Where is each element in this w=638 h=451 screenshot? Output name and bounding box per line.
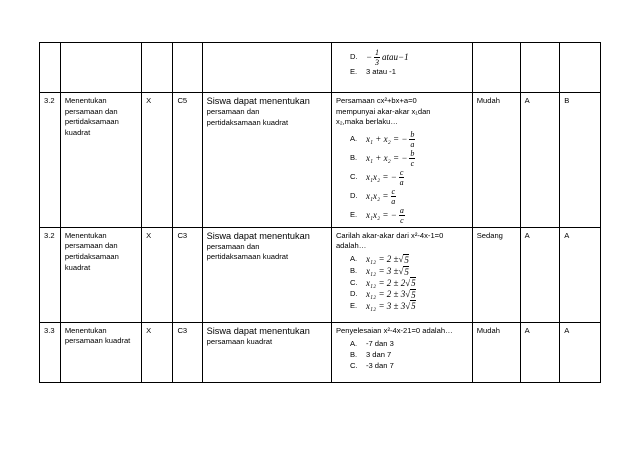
row-number: 3.2 [44,96,55,105]
cell-class [142,322,173,382]
class-mark: X [146,325,152,335]
formula-lhs: x₁x₂ = − [365,171,397,182]
fraction-denominator: a [399,177,404,187]
answer-option [336,48,468,67]
indicator-main: Siswa dapat menentukan [206,230,310,241]
fraction [399,168,405,187]
answer-option [336,338,468,349]
option-letter: B. [349,266,358,276]
formula-lhs: x₁ + x₂ = − [365,152,408,163]
fraction-numerator: a [399,205,404,215]
cell-indicator [202,43,331,93]
answer-option [336,130,468,149]
option-letter: A. [349,254,358,264]
competency-line: persamaan dan [64,241,118,251]
formula-lhs: x₁₂ = 2 ± 2 [365,277,406,288]
formula-lhs: x₁₂ = 2 ± [365,254,399,265]
fraction-denominator: c [410,158,415,168]
class-mark: X [146,230,152,240]
sqrt-sign: √ [398,266,404,277]
formula-lhs: x₁₂ = 2 ± 3 [365,289,406,300]
table-row [40,227,601,322]
sqrt-sign: √ [398,254,404,265]
option-letter: D. [349,52,358,62]
cell-key [520,227,560,322]
answer-option [336,168,468,187]
question-table [39,42,601,383]
option-formula [366,206,407,225]
option-formula [366,254,409,266]
option-formula [366,187,398,206]
option-formula [366,149,417,168]
formula-lhs: x₁ + x₂ = − [365,133,408,144]
cell-number [40,43,61,93]
question-text: Carilah akar-akar dari x²-4x-1=0 [335,230,444,240]
cell-difficulty [472,227,520,322]
option-letter: A. [349,338,358,348]
answer-options [336,48,468,78]
option-formula [366,277,416,289]
cell-competency [60,322,141,382]
answer-option [336,289,468,301]
question-text: mempunyai akar-akar x₁dan [335,106,431,116]
competency-line: Menentukan [64,96,107,105]
cell-competency [60,43,141,93]
answer-option [336,300,468,312]
fraction-denominator: a [391,196,396,206]
option-letter: D. [349,190,358,200]
option-letter: E. [349,67,358,77]
cell-cognitive [173,322,202,382]
cell-question [331,93,472,228]
fraction [409,130,415,149]
formula-lhs: x₁x₂ = [365,190,389,201]
question-text: Penyelesaian x²-4x-21=0 adalah… [335,325,453,335]
option-formula [366,300,416,312]
option-letter: C. [349,277,358,287]
formula-prefix: − [365,52,373,63]
sqrt-radicand: 5 [404,266,409,277]
cell-number [40,227,61,322]
cell-class [142,93,173,228]
option-formula [366,289,416,301]
answer-key: A [524,230,530,240]
competency-line: kuadrat [64,262,91,272]
indicator-line: pertidaksamaan kuadrat [206,117,289,127]
answer-option [336,349,468,360]
cell-indicator [202,93,331,228]
fraction-denominator: 3 [375,58,380,67]
fraction [399,206,405,225]
option-letter: E. [349,300,358,310]
option-formula [366,48,409,67]
sqrt-sign: √ [405,289,411,300]
fraction-denominator: a [410,139,415,149]
answer-key: A [524,325,530,335]
formula-suffix: atau−1 [382,52,409,63]
cell-key-alt [560,322,601,382]
cell-difficulty [472,322,520,382]
cell-key-alt [560,227,601,322]
formula-lhs: x₁₂ = 3 ± [365,266,399,277]
cell-cognitive [173,43,202,93]
option-formula [366,266,409,278]
fraction [409,149,415,168]
cell-indicator [202,227,331,322]
sqrt-radicand: 5 [411,278,416,289]
question-text: x₂,maka berlaku… [335,117,398,127]
answer-option [336,206,468,225]
answer-option [336,266,468,278]
option-letter: B. [349,152,358,162]
answer-option [336,67,468,78]
cell-key [520,43,560,93]
indicator-main: Siswa dapat menentukan [206,325,310,336]
indicator-line: persamaan dan [206,241,260,251]
option-text: -3 dan 7 [365,360,394,370]
difficulty-level: Sedang [476,230,503,240]
answer-options [336,338,468,371]
option-text: 3 atau -1 [365,67,396,77]
fraction-numerator: b [410,148,415,158]
fraction-numerator: c [399,167,404,177]
cell-question [331,43,472,93]
cell-key [520,322,560,382]
difficulty-level: Mudah [476,325,500,335]
cell-number [40,93,61,228]
option-letter: B. [349,349,358,359]
indicator-line: persamaan dan [206,107,260,116]
row-number: 3.2 [44,230,55,240]
option-text: 3 dan 7 [365,349,392,359]
sqrt-sign: √ [405,300,411,311]
table-row [40,43,601,93]
option-letter: D. [349,289,358,299]
cell-difficulty [472,93,520,228]
cognitive-level: C3 [177,230,188,240]
cell-question [331,322,472,382]
option-letter: A. [349,133,358,143]
table-row [40,93,601,228]
option-letter: C. [349,171,358,181]
answer-key-alt: B [564,96,570,105]
table-row [40,322,601,382]
cell-class [142,227,173,322]
cell-cognitive [173,93,202,228]
answer-options [336,254,468,312]
answer-option [336,360,468,371]
cell-key-alt [560,93,601,228]
row-number: 3.3 [44,325,55,335]
option-letter: E. [349,209,358,219]
cognitive-level: C3 [177,325,188,335]
formula-lhs: x₁₂ = 3 ± 3 [365,300,406,311]
cognitive-level: C5 [177,96,188,105]
option-letter: C. [349,360,358,370]
indicator-line: persamaan kuadrat [206,336,273,346]
option-formula [366,168,406,187]
competency-line: persamaan kuadrat [64,336,131,346]
cell-class [142,43,173,93]
competency-line: pertidaksamaan [64,251,119,261]
indicator-main: Siswa dapat menentukan [206,96,310,106]
answer-key: A [524,96,530,105]
fraction-numerator: 1 [375,48,380,57]
fraction-numerator: c [391,186,396,196]
question-text: adalah… [335,241,367,251]
sqrt-radicand: 5 [404,254,409,265]
class-mark: X [146,96,152,105]
cell-competency [60,93,141,228]
competency-line: kuadrat [64,127,91,137]
question-text: Persamaan cx²+bx+a=0 [335,96,417,105]
cell-indicator [202,322,331,382]
answer-options [336,130,468,225]
competency-line: pertidaksamaan [64,117,119,127]
answer-option [336,187,468,206]
answer-option [336,254,468,266]
cell-number [40,322,61,382]
cell-cognitive [173,227,202,322]
competency-line: persamaan dan [64,106,118,116]
option-formula [366,130,417,149]
fraction-numerator: b [410,129,415,139]
sqrt-sign: √ [405,277,411,288]
sqrt-radicand: 5 [411,289,416,300]
fraction-denominator: c [400,215,404,225]
cell-question [331,227,472,322]
fraction [374,48,380,67]
formula-lhs: x₁x₂ = − [365,209,397,220]
cell-difficulty [472,43,520,93]
option-text: -7 dan 3 [365,338,394,348]
cell-key [520,93,560,228]
competency-line: Menentukan [64,325,107,335]
answer-key-alt: A [564,325,570,335]
difficulty-level: Mudah [476,96,500,105]
fraction [391,187,397,206]
competency-line: Menentukan [64,230,107,240]
cell-competency [60,227,141,322]
cell-key-alt [560,43,601,93]
answer-key-alt: A [564,230,570,240]
indicator-line: pertidaksamaan kuadrat [206,252,289,262]
sqrt-radicand: 5 [411,301,416,312]
answer-option [336,277,468,289]
answer-option [336,149,468,168]
